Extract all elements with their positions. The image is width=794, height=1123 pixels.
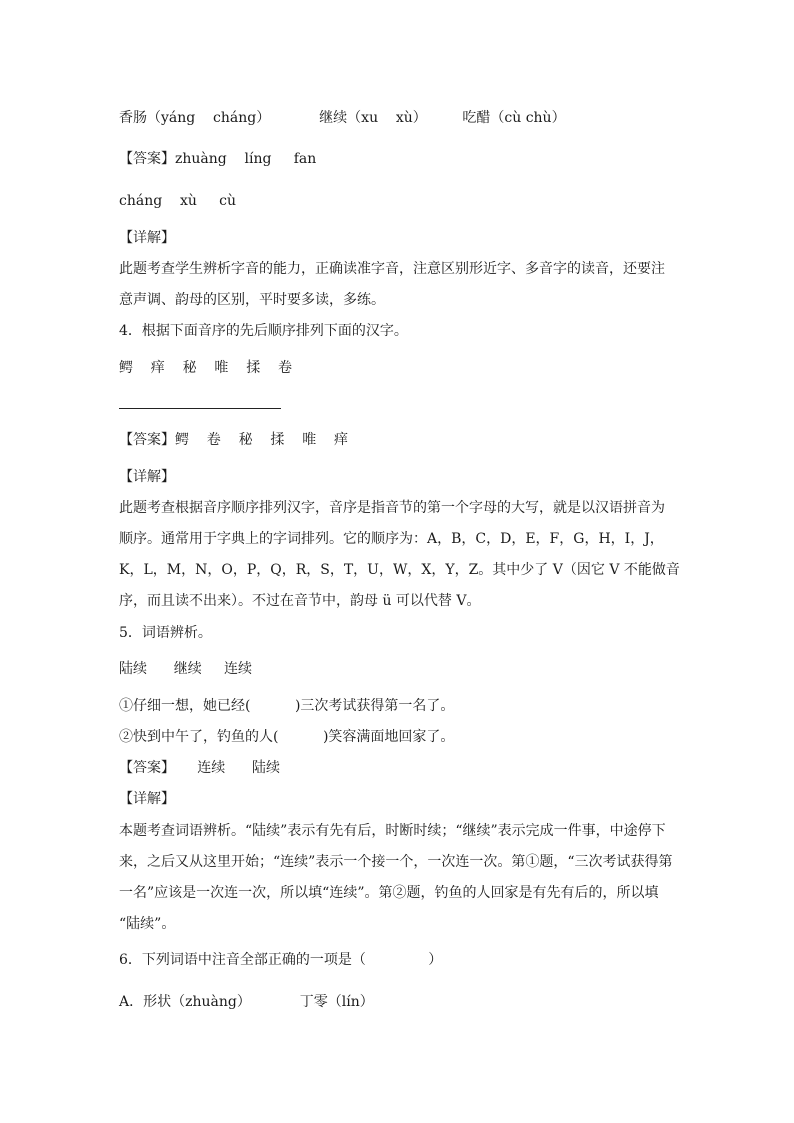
q4-explanation-heading: 【详解】 [119,469,175,485]
q4-characters: 鳄 痒 秘 唯 揉 卷 [119,360,293,376]
q5-answer: 【答案】 连续 陆续 [119,760,280,776]
q3-words-line: 香肠（yáng cháng） 继续（xu xù） 吃醋（cù chù） [119,110,566,126]
q5-sentence-1: ①仔细一想，她已经( )三次考试获得第一名了。 [119,698,455,714]
q4-explanation-text: 此题考查根据音序顺序排列汉字，音序是指音节的第一个字母的大写，就是以汉语拼音为 [119,500,665,516]
q6-question: 6．下列词语中注音全部正确的一项是（ ） [119,952,443,968]
q3-answer-line: 【答案】zhuàng líng fan [119,151,317,167]
q5-explanation-text: 一名”应该是一次连一次，所以填“连续”。第②题，钓鱼的人回家是有先有后的，所以填 [119,885,659,901]
q4-explanation-text: 序，而且读不出来）。不过在音节中，韵母 ü 可以代替 V。 [119,593,481,609]
q3-explanation-text: 此题考查学生辨析字音的能力，正确读准字音，注意区别形近字、多音字的读音，还要注 [119,261,665,277]
q3-explanation-text: 意声调、韵母的区别，平时要多读，多练。 [119,292,385,308]
q4-question: 4．根据下面音序的先后顺序排列下面的汉字。 [119,323,408,339]
q3-explanation-heading: 【详解】 [119,230,175,246]
answer-blank-line [119,408,281,409]
q3-answer-line-2: cháng xù cù [119,193,237,209]
q4-explanation-text: K，L，M，N，O，P，Q，R，S，T，U，W，X，Y，Z。其中少了 V（因它 V 不能做音 [119,562,680,578]
q6-option-a: A．形状（zhuàng） 丁零（lín） [119,994,374,1010]
q5-question: 5．词语辨析。 [119,625,212,641]
q4-answer: 【答案】鳄 卷 秘 揉 唯 痒 [119,432,349,448]
q5-explanation-text: “陆续”。 [119,916,176,932]
q5-explanation-heading: 【详解】 [119,791,175,807]
q5-word-options: 陆续 继续 连续 [119,661,252,677]
q4-explanation-text: 顺序。通常用于字典上的字词排列。它的顺序为：A，B，C，D，E，F，G，H，I，J， [119,531,664,547]
q5-sentence-2: ②快到中午了，钓鱼的人( )笑容满面地回家了。 [119,729,455,745]
q5-explanation-text: 本题考查词语辨析。“陆续”表示有先有后，时断时续；“继续”表示完成一件事，中途停下 [119,823,666,839]
q5-explanation-text: 来，之后又从这里开始；“连续”表示一个接一个，一次连一次。第①题，“三次考试获得第 [119,854,673,870]
